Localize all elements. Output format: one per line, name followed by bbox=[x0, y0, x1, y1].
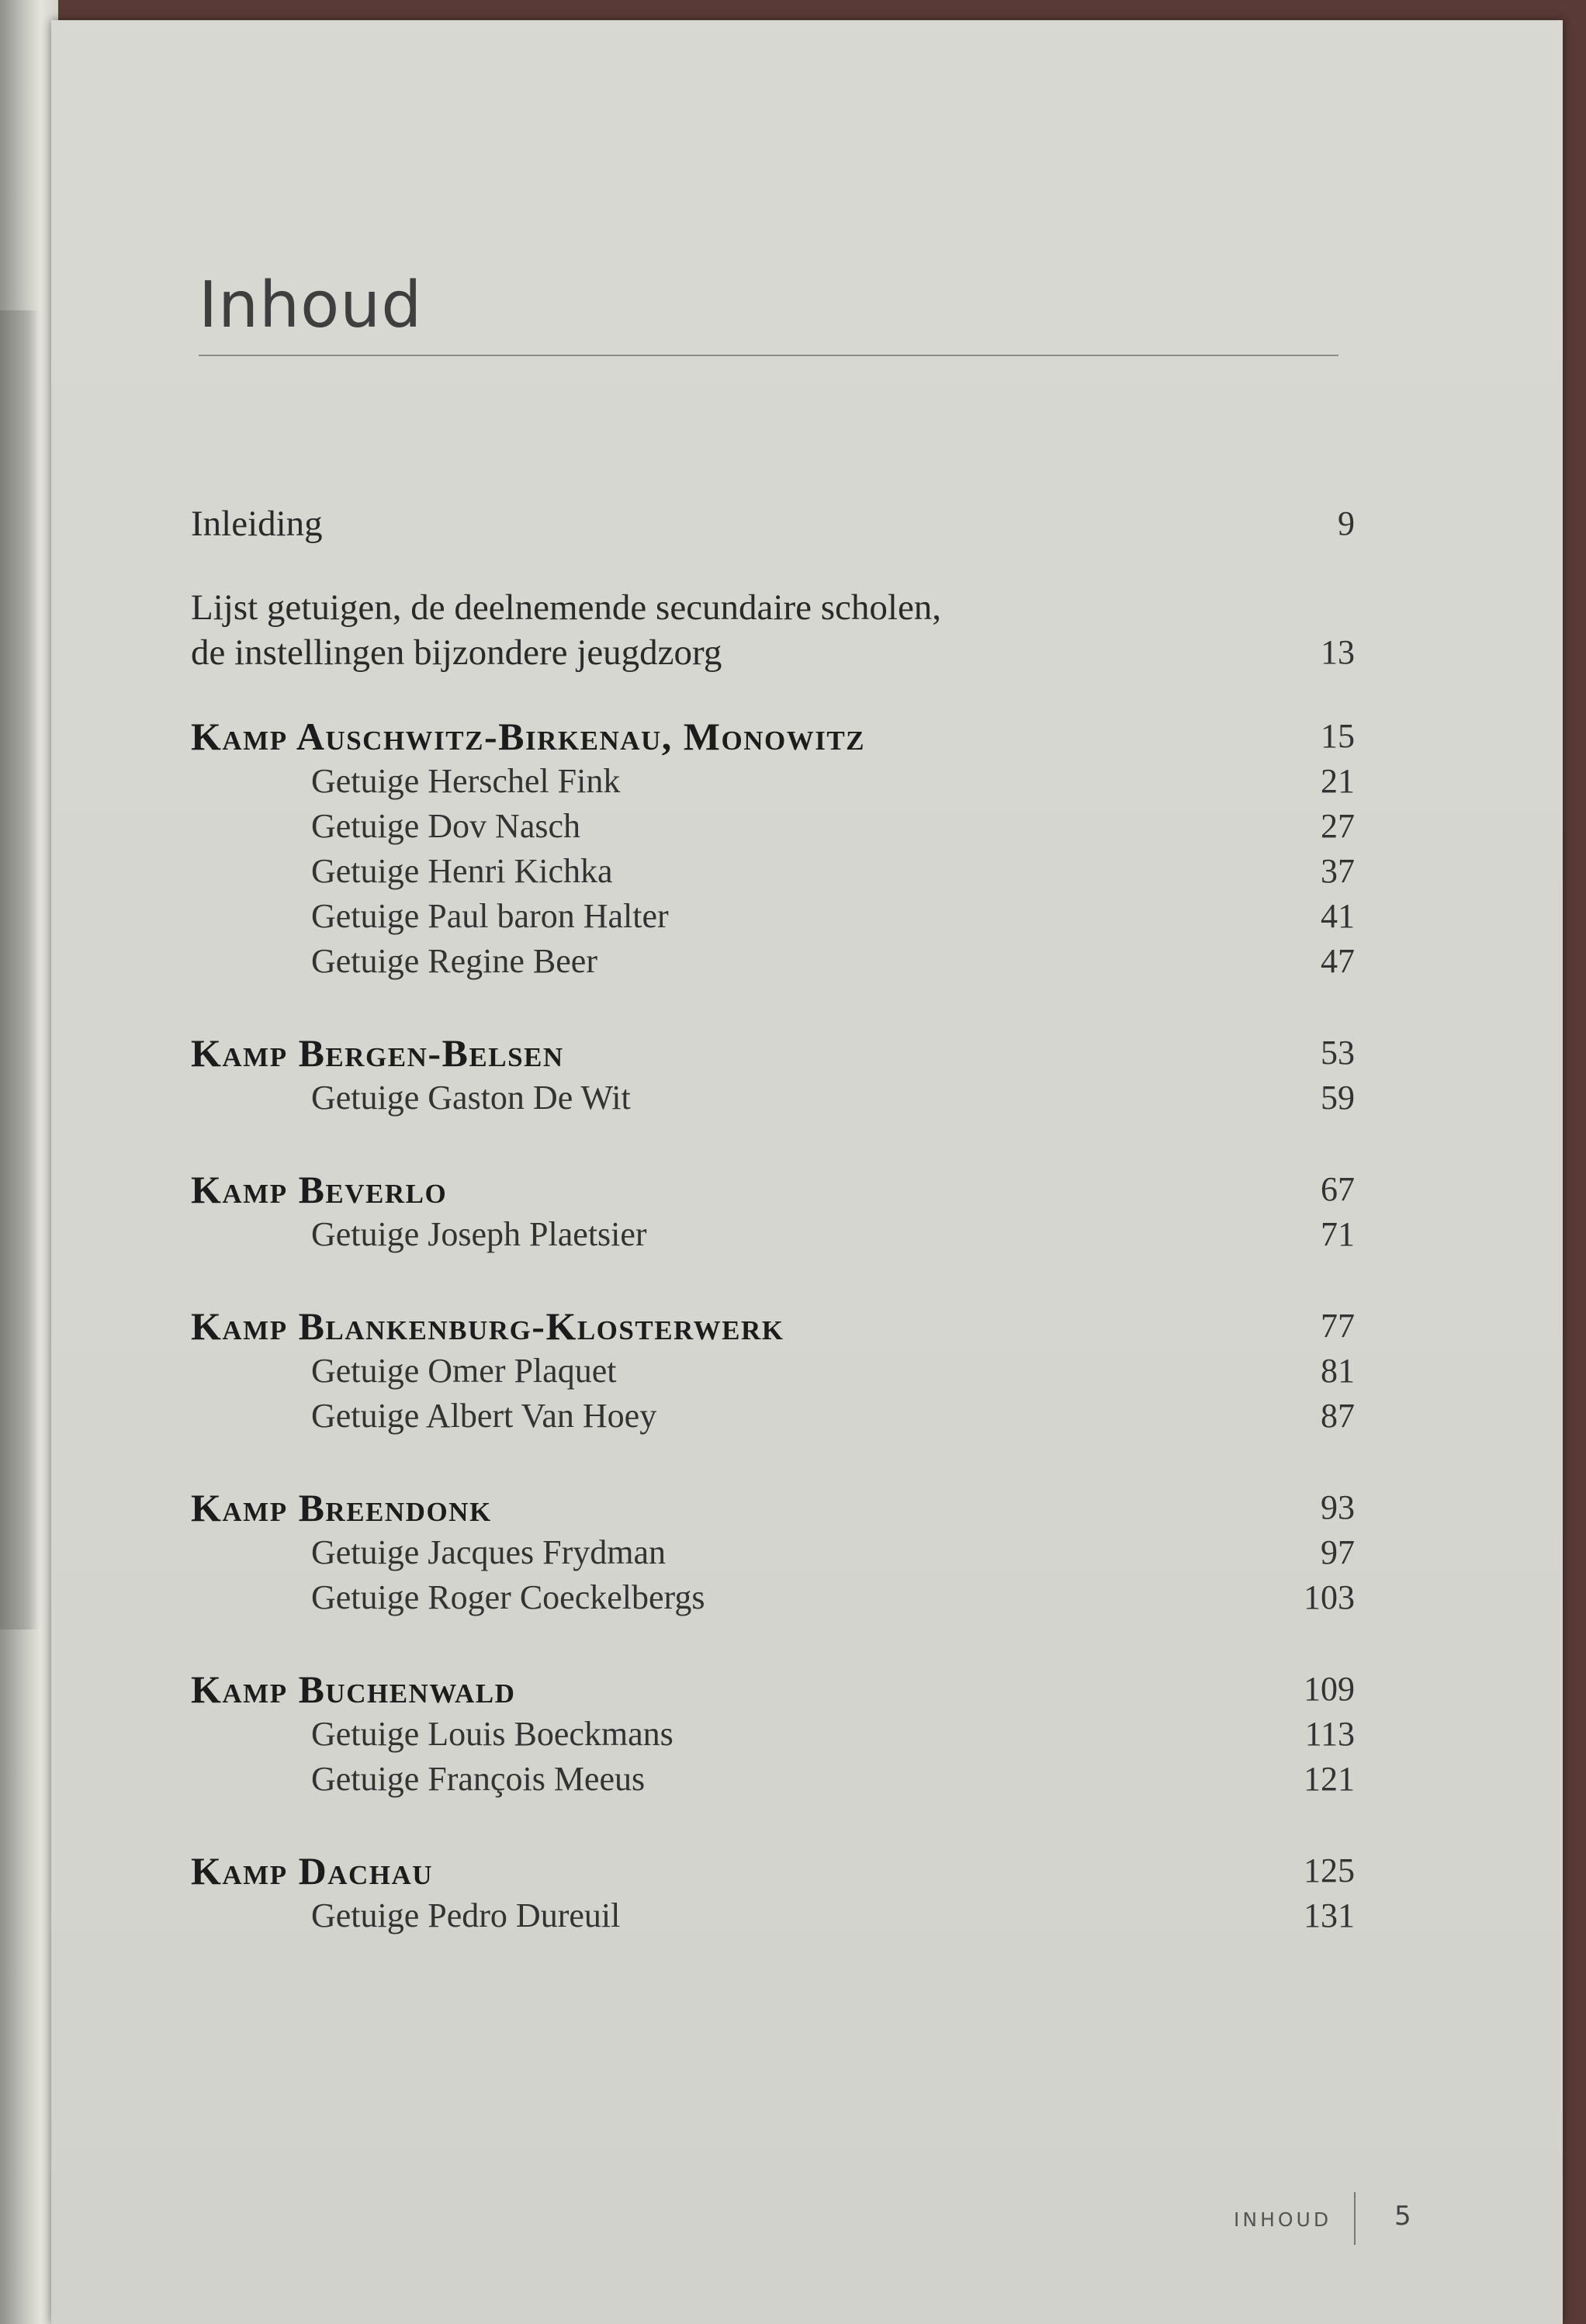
toc-entry-page: 9 bbox=[1338, 504, 1355, 542]
footer-divider bbox=[1354, 2192, 1356, 2245]
book-spine-shadow bbox=[0, 310, 39, 1630]
toc-witness-label: Getuige Pedro Dureuil bbox=[311, 1896, 621, 1934]
toc-witness[interactable] bbox=[191, 1075, 1355, 1120]
toc-witness-page: 59 bbox=[1321, 1079, 1355, 1117]
toc-witness-page: 81 bbox=[1321, 1352, 1355, 1390]
toc-witness-label: Getuige Gaston De Wit bbox=[311, 1079, 631, 1117]
toc-entry-intro[interactable] bbox=[191, 501, 1355, 546]
toc-witness-label: Getuige Paul baron Halter bbox=[311, 897, 669, 935]
toc-witness-page: 113 bbox=[1304, 1715, 1355, 1753]
toc-witness-label: Getuige Henri Kichka bbox=[311, 852, 613, 890]
toc-witness-label: Getuige Dov Nasch bbox=[311, 807, 581, 845]
toc-witness-page: 21 bbox=[1321, 762, 1355, 800]
toc-witness-page: 71 bbox=[1321, 1215, 1355, 1253]
toc-witness-label: Getuige Regine Beer bbox=[311, 942, 597, 980]
toc-witness-label: Getuige Joseph Plaetsier bbox=[311, 1215, 647, 1253]
toc-witness-label: Getuige Louis Boeckmans bbox=[311, 1715, 674, 1753]
toc-witness[interactable] bbox=[191, 939, 1355, 984]
toc-witness-page: 47 bbox=[1321, 942, 1355, 980]
toc-witness[interactable] bbox=[191, 849, 1355, 894]
toc-camp-beverlo[interactable] bbox=[191, 1167, 1355, 1212]
title-divider bbox=[199, 355, 1338, 356]
toc-camp-page: 77 bbox=[1321, 1307, 1355, 1345]
toc-camp-label: Kamp Auschwitz-Birkenau, Monowitz bbox=[191, 715, 866, 758]
toc-witness[interactable] bbox=[191, 1530, 1355, 1575]
toc-camp-bergen-belsen[interactable] bbox=[191, 1030, 1355, 1075]
table-of-contents bbox=[191, 501, 1355, 1938]
toc-witness-label: Getuige François Meeus bbox=[311, 1760, 646, 1798]
toc-camp-page: 93 bbox=[1321, 1488, 1355, 1526]
toc-witness-label: Getuige Albert Van Hoey bbox=[311, 1397, 657, 1435]
toc-witness-label: Getuige Omer Plaquet bbox=[311, 1352, 617, 1390]
toc-witness[interactable] bbox=[191, 1394, 1355, 1439]
running-footer-section: INHOUD bbox=[1234, 2208, 1332, 2231]
toc-witness[interactable] bbox=[191, 1893, 1355, 1938]
toc-entry-label-line2: de instellingen bijzondere jeugdzorg bbox=[191, 632, 722, 673]
toc-witness-page: 37 bbox=[1321, 852, 1355, 890]
toc-witness[interactable] bbox=[191, 1757, 1355, 1802]
toc-camp-label: Kamp Dachau bbox=[191, 1849, 434, 1893]
toc-witness[interactable] bbox=[191, 759, 1355, 804]
page-number: 5 bbox=[1394, 2201, 1411, 2232]
toc-camp-page: 109 bbox=[1304, 1670, 1355, 1708]
toc-witness[interactable] bbox=[191, 1349, 1355, 1394]
toc-witness-page: 131 bbox=[1304, 1896, 1355, 1934]
toc-camp-dachau[interactable] bbox=[191, 1848, 1355, 1893]
page-title: Inhoud bbox=[199, 268, 423, 342]
toc-camp-label: Kamp Blankenburg-Klosterwerk bbox=[191, 1304, 784, 1348]
toc-camp-auschwitz[interactable] bbox=[191, 714, 1355, 759]
toc-camp-label: Kamp Beverlo bbox=[191, 1168, 448, 1211]
toc-witness-page: 97 bbox=[1321, 1533, 1355, 1571]
toc-witness-label: Getuige Roger Coeckelbergs bbox=[311, 1578, 705, 1616]
toc-entry-witness-list[interactable] bbox=[191, 585, 1355, 675]
toc-witness-label: Getuige Herschel Fink bbox=[311, 762, 621, 800]
toc-witness[interactable] bbox=[191, 1212, 1355, 1257]
toc-camp-label: Kamp Bergen-Belsen bbox=[191, 1031, 564, 1075]
toc-witness-page: 41 bbox=[1321, 897, 1355, 935]
toc-camp-label: Kamp Buchenwald bbox=[191, 1668, 516, 1711]
toc-witness-label: Getuige Jacques Frydman bbox=[311, 1533, 666, 1571]
toc-witness-page: 103 bbox=[1304, 1578, 1355, 1616]
toc-witness[interactable] bbox=[191, 1712, 1355, 1757]
toc-entry-label: Inleiding bbox=[191, 504, 323, 544]
toc-camp-page: 67 bbox=[1321, 1170, 1355, 1208]
toc-witness-page: 27 bbox=[1321, 807, 1355, 845]
toc-camp-page: 53 bbox=[1321, 1034, 1355, 1072]
toc-witness-page: 87 bbox=[1321, 1397, 1355, 1435]
toc-camp-breendonk[interactable] bbox=[191, 1485, 1355, 1530]
book-page bbox=[51, 20, 1563, 2324]
toc-camp-label: Kamp Breendonk bbox=[191, 1486, 492, 1529]
toc-witness[interactable] bbox=[191, 804, 1355, 849]
toc-witness-page: 121 bbox=[1304, 1760, 1355, 1798]
toc-camp-blankenburg[interactable] bbox=[191, 1304, 1355, 1349]
toc-camp-page: 15 bbox=[1321, 717, 1355, 755]
toc-entry-page: 13 bbox=[1321, 633, 1355, 671]
toc-entry-label-line1: Lijst getuigen, de deelnemende secundaire scholen, bbox=[191, 587, 942, 628]
toc-camp-page: 125 bbox=[1304, 1851, 1355, 1889]
toc-witness[interactable] bbox=[191, 1575, 1355, 1620]
toc-witness[interactable] bbox=[191, 894, 1355, 939]
toc-camp-buchenwald[interactable] bbox=[191, 1667, 1355, 1712]
